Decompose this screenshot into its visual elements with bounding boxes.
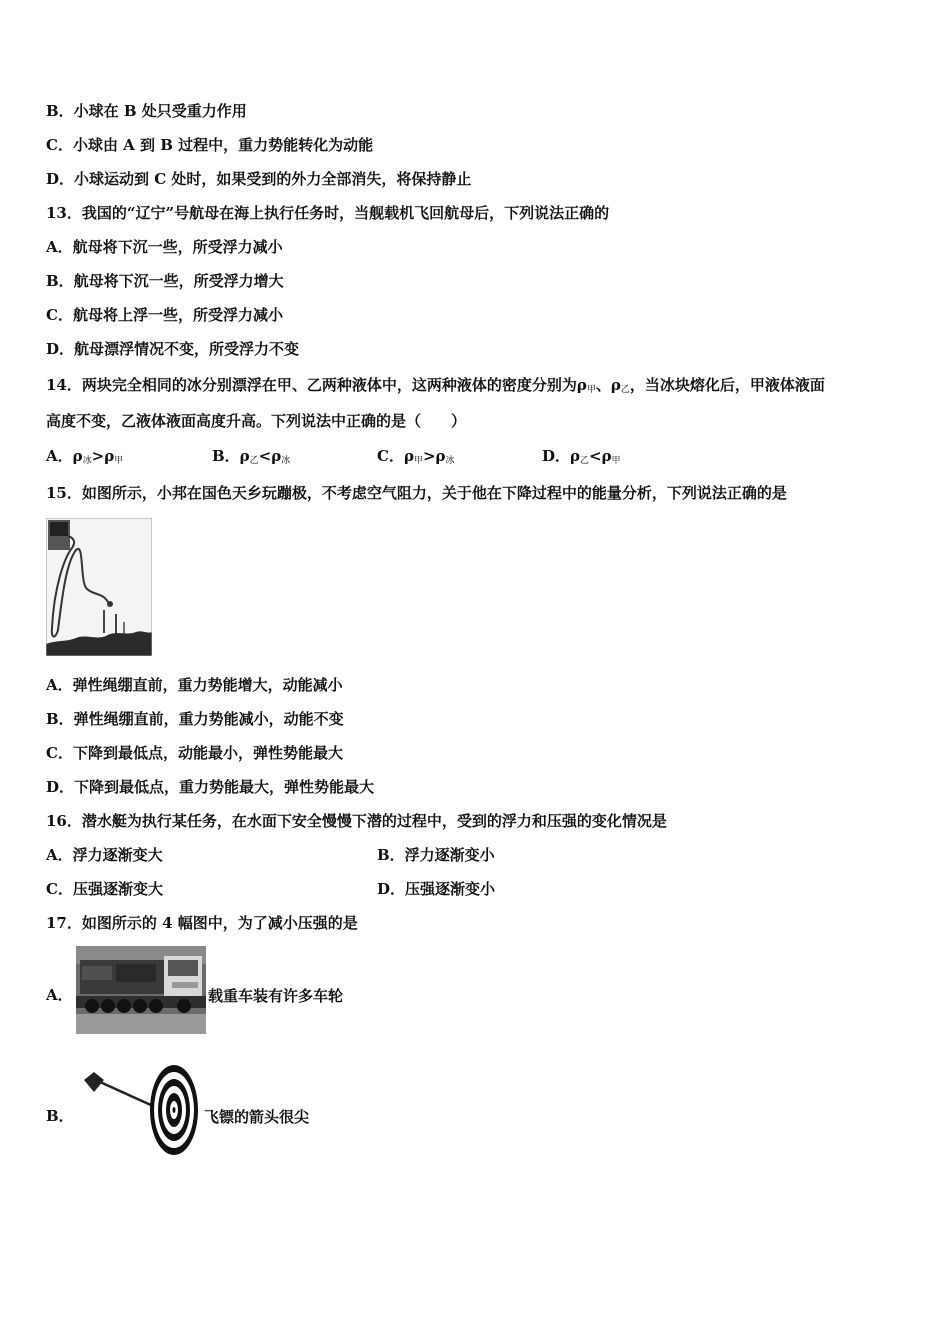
- q16-option-d: D．压强逐渐变小: [377, 880, 496, 898]
- q14-option-d: [542, 446, 621, 471]
- jumper-figure: [107, 601, 113, 607]
- q12-option-d: D．小球运动到 C 处时，如果受到的外力全部消失，将保持静止: [46, 170, 472, 188]
- q12-option-b: B．小球在 B 处只受重力作用: [46, 102, 247, 120]
- q17-option-b-label: B．: [46, 1107, 74, 1125]
- q14-option-c-label: C．ρ: [377, 447, 414, 465]
- q14-rho-yi: 、ρ: [595, 376, 621, 394]
- truck-wheel: [149, 999, 163, 1013]
- q17-option-a-label: A．: [46, 986, 73, 1004]
- q14-option-a-sub1: 冰: [82, 456, 92, 466]
- q15-option-a: A．弹性绳绷直前，重力势能增大，动能减小: [46, 676, 343, 694]
- heavy-truck-photo: [76, 946, 206, 1034]
- q14-option-d-sub2: 甲: [611, 456, 621, 466]
- q14-option-a-sub2: 甲: [114, 456, 124, 466]
- q17-stem: 17．如图所示的 4 幅图中，为了减小压强的是: [46, 914, 358, 932]
- truck-wheel: [177, 999, 191, 1013]
- q15-option-c: C．下降到最低点，动能最小，弹性势能最大: [46, 744, 343, 762]
- q14-option-b-mid: <ρ: [258, 447, 282, 465]
- q14-sub-jia: 甲: [586, 385, 596, 395]
- q12-option-c: C．小球由 A 到 B 过程中，重力势能转化为动能: [46, 136, 374, 154]
- q13-option-d: D．航母漂浮情况不变，所受浮力不变: [46, 340, 300, 358]
- q14-stem-line1: [46, 375, 825, 400]
- q14-stem-text-d: ，当冰块熔化后，甲液体液面: [629, 376, 825, 394]
- q16-option-c: C．压强逐渐变大: [46, 880, 163, 898]
- q14-option-d-mid: <ρ: [589, 447, 612, 465]
- truck-wheel: [85, 999, 99, 1013]
- q14-option-a: [46, 446, 123, 471]
- q13-option-b: B．航母将下沉一些，所受浮力增大: [46, 272, 284, 290]
- q14-option-b-sub2: 冰: [281, 456, 291, 466]
- q14-option-a-label: A．ρ: [46, 447, 83, 465]
- truck-wheel: [117, 999, 131, 1013]
- q14-option-b-label: B．ρ: [212, 447, 250, 465]
- q16-stem: 16．潜水艇为执行某任务，在水面下安全慢慢下潜的过程中，受到的浮力和压强的变化情况是: [46, 812, 667, 830]
- q14-option-c-sub2: 冰: [445, 456, 455, 466]
- q14-option-b: [212, 446, 290, 471]
- bungee-jump-photo: [46, 518, 152, 656]
- dart-target-picture: [78, 1060, 202, 1156]
- q14-option-b-sub1: 乙: [249, 456, 259, 466]
- truck-wheel: [133, 999, 147, 1013]
- q16-option-b: B．浮力逐渐变小: [377, 846, 495, 864]
- q16-option-a: A．浮力逐渐变大: [46, 846, 163, 864]
- q14-stem-line2: 高度不变，乙液体液面高度升高。下列说法中正确的是（ ）: [46, 412, 467, 430]
- q14-option-d-sub1: 乙: [579, 456, 589, 466]
- q14-option-d-label: D．ρ: [542, 447, 580, 465]
- q17-option-b-caption: 飞镖的箭头很尖: [204, 1108, 310, 1126]
- q17-option-a-caption: 载重车装有许多车轮: [208, 987, 344, 1005]
- q14-option-c: [377, 446, 455, 471]
- q14-option-c-mid: >ρ: [422, 447, 446, 465]
- q15-stem: 15．如图所示，小邦在国色天乡玩蹦极，不考虑空气阻力，关于他在下降过程中的能量分析，下列说法正确的是: [46, 484, 787, 502]
- q14-rho-jia: ρ: [576, 376, 587, 394]
- q14-stem-text-a: 14．两块完全相同的冰分别漂浮在甲、乙两种液体中，这两种液体的密度分别为: [46, 376, 577, 394]
- q14-option-c-sub1: 甲: [413, 456, 423, 466]
- q15-option-b: B．弹性绳绷直前，重力势能减小，动能不变: [46, 710, 344, 728]
- q14-option-a-mid: >ρ: [91, 447, 115, 465]
- q14-sub-yi: 乙: [620, 385, 630, 395]
- q13-stem: 13．我国的“辽宁”号航母在海上执行任务时，当舰载机飞回航母后，下列说法正确的: [46, 204, 610, 222]
- truck-wheel: [101, 999, 115, 1013]
- q13-option-c: C．航母将上浮一些，所受浮力减小: [46, 306, 283, 324]
- q13-option-a: A．航母将下沉一些，所受浮力减小: [46, 238, 283, 256]
- q15-option-d: D．下降到最低点，重力势能最大，弹性势能最大: [46, 778, 375, 796]
